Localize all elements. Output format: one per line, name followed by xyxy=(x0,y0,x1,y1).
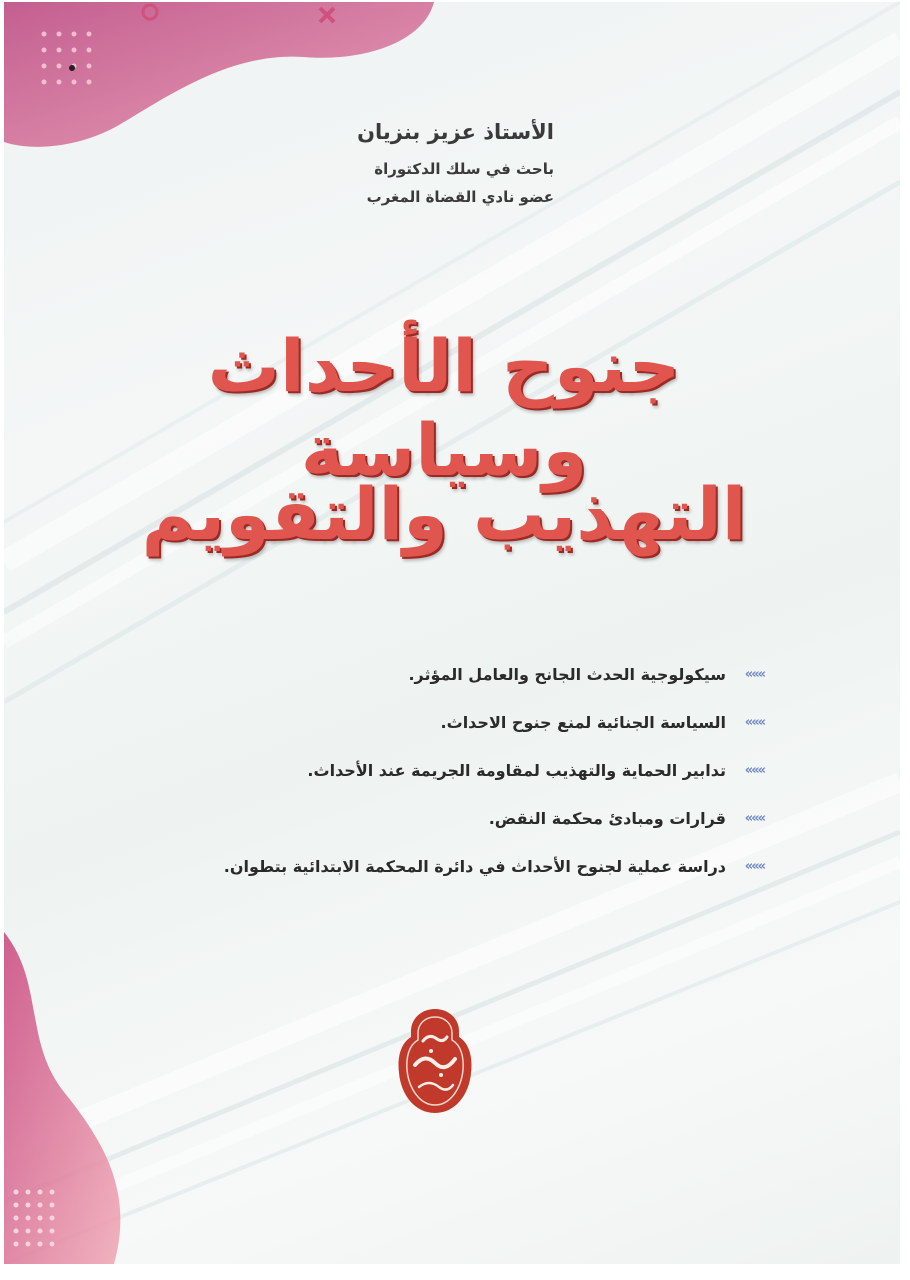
topic-text: السياسة الجنائية لمنع جنوح الاحداث. xyxy=(440,712,726,732)
topic-text: دراسة عملية لجنوح الأحداث في دائرة المحكمة الابتدائية بتطوان. xyxy=(223,856,726,876)
chevron-bullet-icon: »»» xyxy=(744,810,764,826)
topics-list xyxy=(224,650,764,890)
chevron-bullet-icon: »»» xyxy=(744,762,764,778)
publisher-seal-icon xyxy=(397,1007,473,1115)
list-item xyxy=(224,842,764,890)
list-item xyxy=(224,746,764,794)
topic-text: سيكولوجية الحدث الجانح والعامل المؤثر. xyxy=(408,664,726,684)
list-item xyxy=(224,698,764,746)
chevron-bullet-icon: »»» xyxy=(744,666,764,682)
author-block xyxy=(357,120,554,216)
chevron-bullet-icon: »»» xyxy=(744,858,764,874)
topic-text: قرارات ومبادئ محكمة النقض. xyxy=(488,808,726,828)
list-item xyxy=(224,794,764,842)
book-title-line-2: التهذيب والتقويم xyxy=(141,472,747,556)
author-title: باحث في سلك الدكتوراة xyxy=(374,160,554,178)
author-name: الأستاذ عزيز بنزيان xyxy=(357,120,554,144)
bottom-left-blob xyxy=(4,932,120,1264)
chevron-bullet-icon: »»» xyxy=(744,714,764,730)
topic-text: تدابير الحماية والتهذيب لمقاومة الجريمة عند الأحداث. xyxy=(307,760,726,780)
author-membership: عضو نادي القضاة المغرب xyxy=(366,188,554,206)
book-cover xyxy=(4,2,900,1264)
list-item xyxy=(224,650,764,698)
book-title-line-1: جنوح الأحداث وسياسة xyxy=(207,324,681,492)
